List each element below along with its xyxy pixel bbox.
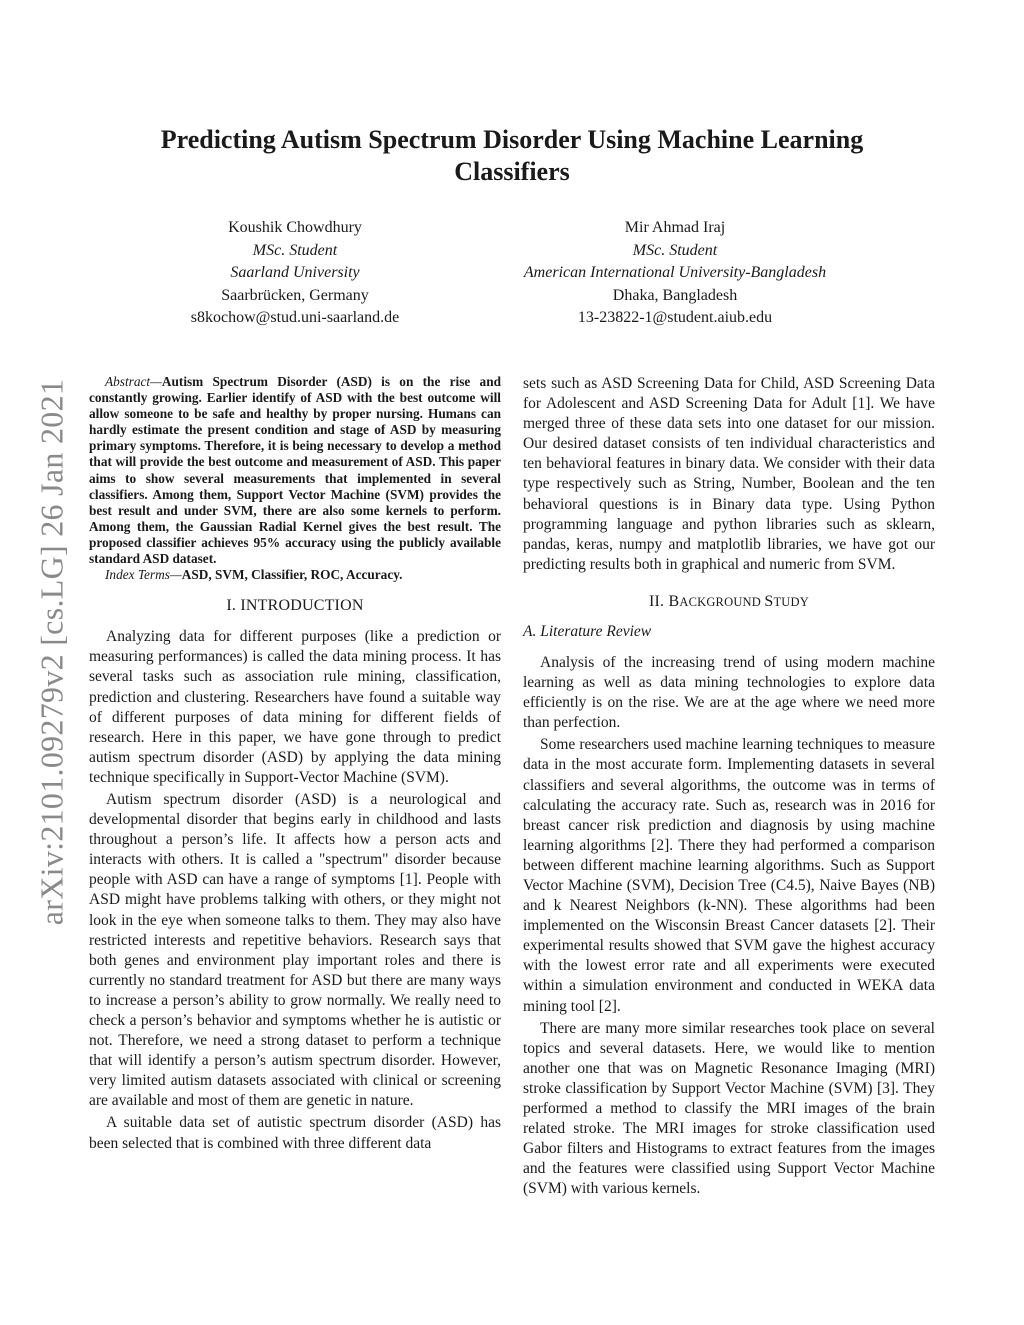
heading-smallcaps: ACKGROUND xyxy=(679,594,765,609)
abstract xyxy=(89,374,501,567)
author-name: Koushik Chowdhury xyxy=(228,219,362,236)
paper-title xyxy=(0,124,1024,188)
arxiv-identifier: arXiv:2101.09279v2 [cs.LG] 26 Jan 2021 xyxy=(33,378,70,926)
abstract-label: Abstract— xyxy=(105,374,162,389)
author-location: Saarbrücken, Germany xyxy=(221,286,369,304)
subsection-heading-literature-review: A. Literature Review xyxy=(523,622,652,640)
index-terms xyxy=(89,567,501,583)
abstract-text: Autism Spectrum Disorder (ASD) is on the rise and constantly growing. Earlier identify of ASD with the best outcome will allow someone to be safe and healthy by proper nursing. Humans can hardly estimate the present condition and stage of ASD by measuring primary symptoms. Therefore, it is being necessary to develop a method that will provide the best outcome and measurement of ASD. This paper aims to show several measurements that implemented in several classifiers. Among them, Support Vector Machine (SVM) provides the best result and under SVM, there are also some kernels to perform. Among them, the Gaussian Radial Kernel gives the best result. The proposed classifier achieves 95% accuracy using the publicly available standard ASD dataset. xyxy=(89,374,501,567)
section-heading-introduction: I. INTRODUCTION xyxy=(226,597,364,615)
paragraph: There are many more similar researches took place on several topics and several datasets. Here, we would like to mention another one that was on Magnetic Resonance Imaging (MRI) stroke classification by Support Vector Machine (SVM) [3]. They performed a method to classify the MRI images of the brain related stroke. The MRI images for stroke classification used Gabor filters and Histograms to extract features from the images and the features were classified using Support Vector Machine (SVM) with various kernels. xyxy=(523,1019,935,1198)
paragraph: Some researchers used machine learning techniques to measure data in the most accurate form. Implementing datasets in several classifiers and several algorithms, the outcome was in terms of calculating the accuracy rate. Such as, research was in 2016 for breast cancer risk prediction and diagnosis by using machine learning algorithms [2]. There they had performed a comparison between different machine learning algorithms. Such as Support Vector Machine (SVM), Decision Tree (C4.5), Naive Bayes (NB) and k Nearest Neighbors (k-NN). These algorithms had been implemented on the Wisconsin Breast Cancer datasets [2]. Their experimental results showed that SVM gave the highest accuracy with the lowest error rate and all experiments were executed within a simulation environment and conducted in WEKA data mining tool [2]. xyxy=(523,736,935,1015)
title-line-1: Predicting Autism Spectrum Disorder Using Machine Learning xyxy=(160,125,864,154)
heading-smallcaps: TUDY xyxy=(773,594,809,609)
heading-letter: B xyxy=(668,592,680,610)
paragraph: Analyzing data for different purposes (like a prediction or measuring performances) is called the data mining process. It has several tasks such as association rule mining, classification, prediction and clustering. Researchers have found a suitable way of different purposes of data mining for different fields of research. Here in this paper, we have gone through to predict autism spectrum disorder (ASD) by applying the data mining technique specifically in Support-Vector Machine (SVM). xyxy=(89,628,501,786)
left-column xyxy=(89,374,501,1154)
title-line-2: Classifiers xyxy=(454,157,570,186)
author-email: s8kochow@stud.uni-saarland.de xyxy=(190,309,400,327)
author-institution: American International University-Bangladesh xyxy=(523,264,827,282)
author-location: Dhaka, Bangladesh xyxy=(612,286,738,304)
paragraph: Autism spectrum disorder (ASD) is a neurological and developmental disorder that begins early in childhood and lasts throughout a person’s life. It affects how a person acts and interacts with others. It is called a "spectrum" disorder because people with ASD can have a range of symptoms [1]. People with ASD might have problems talking with others, or they might not look in the eye when someone talks to them. They may also have restricted interests and repetitive behaviors. Research says that both genes and environment play important roles and there is currently no standard treatment for ASD but there are many ways to increase a person’s ability to grow normally. We really need to check a person’s behavior and symptoms whether he is autistic or not. Therefore, we need a strong dataset to perform a technique that will identify a person’s autism spectrum disorder. However, very limited autism datasets associated with clinical or screening are available and most of them are genetic in nature. xyxy=(89,790,501,1110)
author-institution: Saarland University xyxy=(230,264,360,282)
index-terms-label: Index Terms— xyxy=(105,567,182,583)
paragraph: Analysis of the increasing trend of using modern machine learning as well as data mining technologies to explore data efficiently is on the rise. We are at the age where we need more than perfection. xyxy=(523,653,935,732)
paragraph: A suitable data set of autistic spectrum disorder (ASD) has been selected that is combined with three different data xyxy=(89,1114,501,1152)
heading-letter: S xyxy=(764,592,774,610)
author-block-2 xyxy=(470,217,880,330)
author-email: 13-23822-1@student.aiub.edu xyxy=(577,309,773,327)
paragraph-continuation: sets such as ASD Screening Data for Child, ASD Screening Data for Adolescent and ASD Screening Data for Adult [1]. We have merged three of these data sets into one dataset for our mission. Our desired dataset consists of ten individual characteristics and ten behavioral features in binary data. We consider with their data type respectively such as String, Number, Boolean and the ten behavioral questions is in Binary data type. Using Python programming language and python libraries such as sklearn, pandas, keras, numpy and matplotlib libraries, we have got our predicting results both in graphical and numeric from SVM. xyxy=(523,375,935,573)
right-column xyxy=(523,374,935,1199)
index-terms-text: ASD, SVM, Classifier, ROC, Accuracy. xyxy=(181,567,403,583)
author-role: MSc. Student xyxy=(252,241,338,259)
section-heading-background xyxy=(523,593,935,611)
author-role: MSc. Student xyxy=(632,241,718,259)
section-numeral: II. xyxy=(649,592,669,610)
author-block-1 xyxy=(135,217,455,330)
author-name: Mir Ahmad Iraj xyxy=(624,219,726,236)
